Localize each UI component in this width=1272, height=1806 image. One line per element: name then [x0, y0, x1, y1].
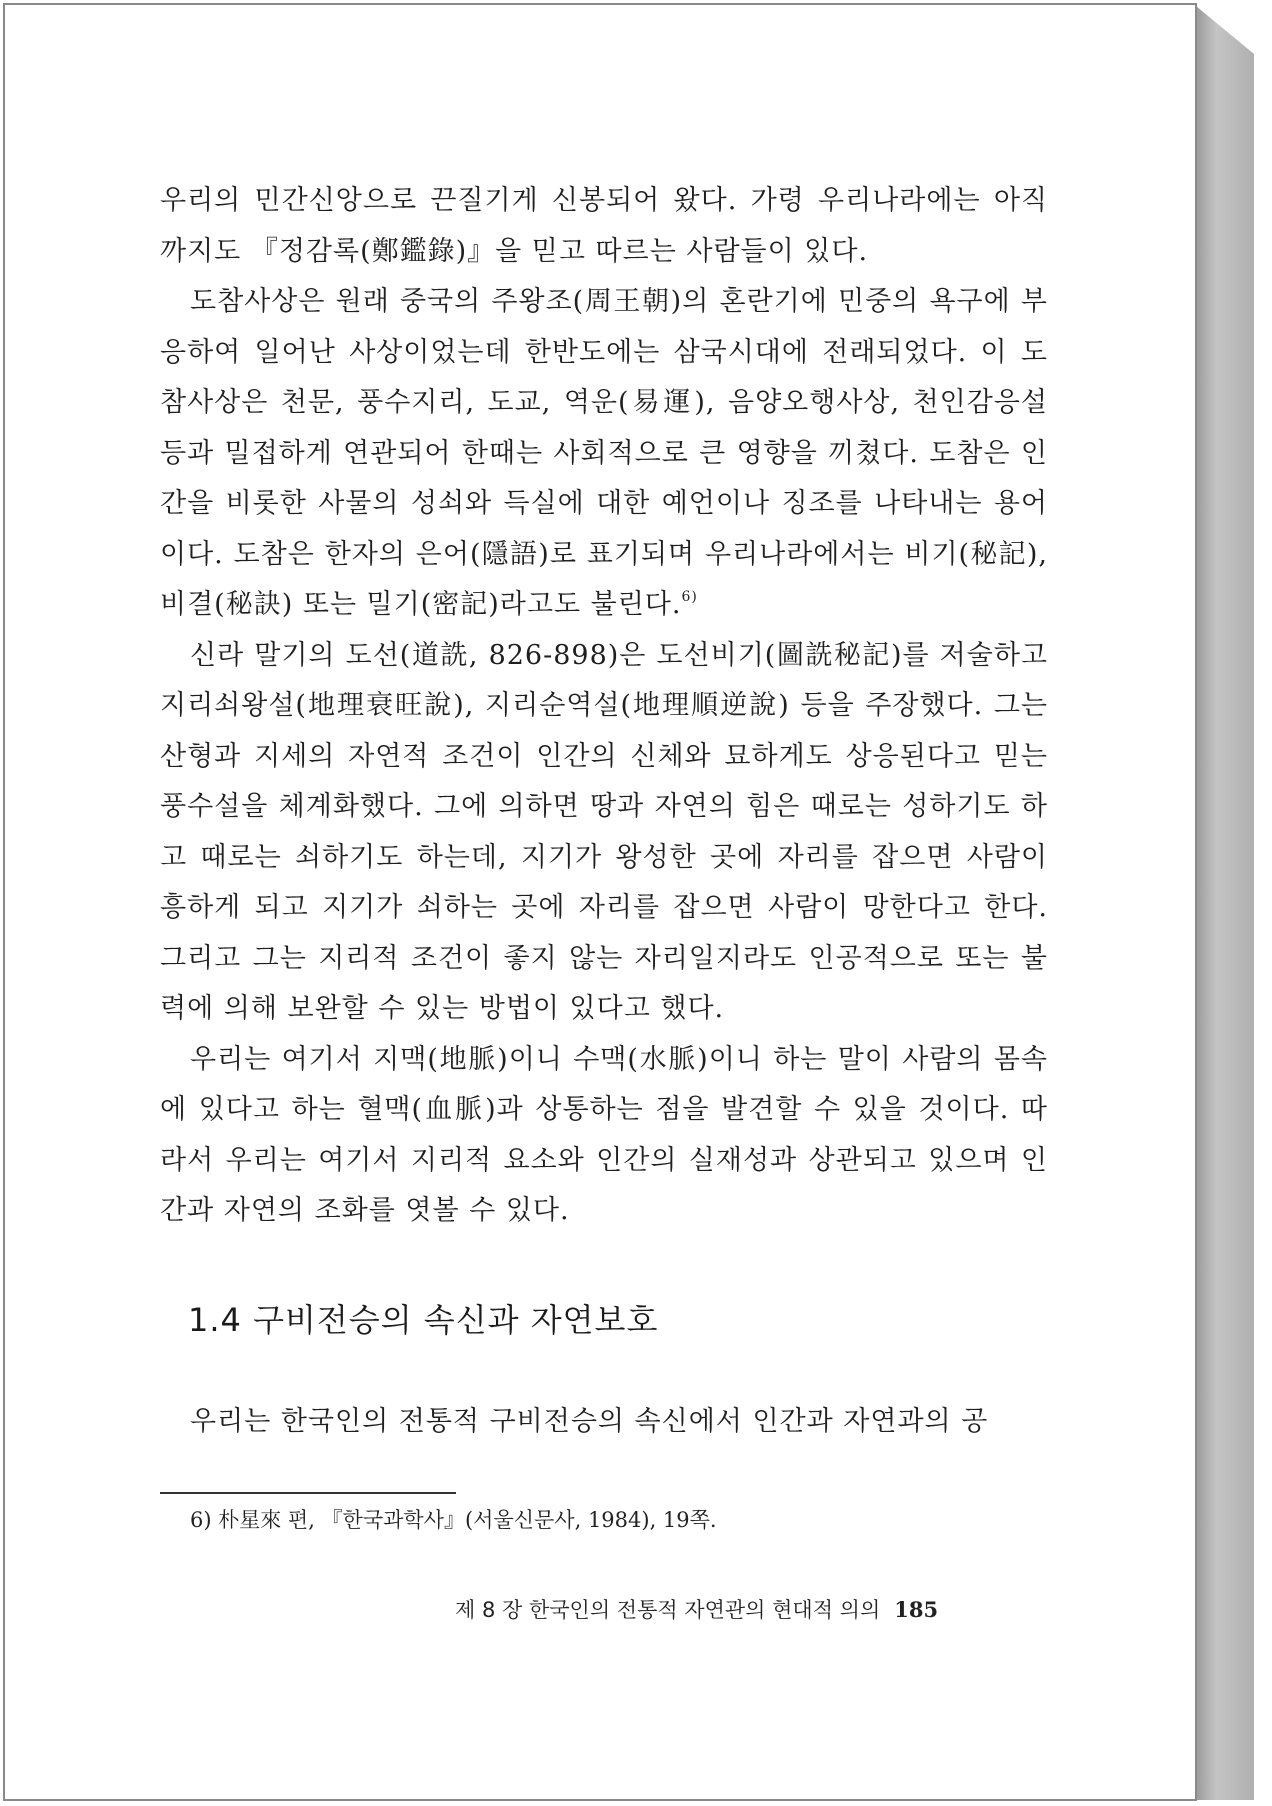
footnote-reference[interactable]: 6) — [681, 589, 698, 605]
section-heading: 1.4 구비전승의 속신과 자연보호 — [188, 1301, 659, 1339]
paragraph-4: 우리는 여기서 지맥(地脈)이니 수맥(水脈)이니 하는 말이 사람의 몸속에 있다고 하는 혈맥(血脈)과 상통하는 점을 발견할 수 있을 것이다. 따라서 우리는 여기서 지리적 요소와 인간의 실재성과 상관되고 있으며 인간과 자연의 조화를 엿볼 수 있다. — [160, 1043, 1048, 1226]
book-page — [3, 3, 1197, 1801]
page-edge — [1196, 6, 1254, 1800]
paragraph-1: 우리의 민간신앙으로 끈질기게 신봉되어 왔다. 가령 우리나라에는 아직까지도 『정감록(鄭鑑錄)』을 믿고 따르는 사람들이 있다. — [160, 185, 1048, 267]
paragraph-2-text: 도참사상은 원래 중국의 주왕조(周王朝)의 혼란기에 민중의 욕구에 부응하여 일어난 사상이었는데 한반도에는 삼국시대에 전래되었다. 이 도참사상은 천문, 풍수지리, 도교, 역운(易運), 음양오행사상, 천인감응설 등과 밀접하게 연관되어 한때는 사회적으로 큰 영향을 끼쳤다. 도참은 인간을 비롯한 사물의 성쇠와 득실에 대한 예언이나 징조를 나타내는 용어이다. 도참은 한자의 은어(隱語)로 표기되며 우리나라에서는 비기(秘記), 비결(秘訣) 또는 밀기(密記)라고도 불린다. — [160, 286, 1048, 620]
footnote: 6) 朴星來 편, 『한국과학사』(서울신문사, 1984), 19쪽. — [190, 1508, 717, 1532]
paragraph-2 — [160, 277, 1048, 631]
paragraph-3: 신라 말기의 도선(道詵, 826-898)은 도선비기(圖詵秘記)를 저술하고 지리쇠왕설(地理衰旺說), 지리순역설(地理順逆說) 등을 주장했다. 그는 산형과 지세의 자연적 조건이 인간의 신체와 묘하게도 상응된다고 믿는 풍수설을 체계화했다. 그에 의하면 땅과 자연의 힘은 때로는 성하기도 하고 때로는 쇠하기도 하는데, 지기가 왕성한 곳에 자리를 잡으면 사람이 흥하게 되고 지기가 쇠하는 곳에 자리를 잡으면 사람이 망한다고 한다. 그리고 그는 지리적 조건이 좋지 않는 자리일지라도 인공적으로 또는 불력에 의해 보완할 수 있는 방법이 있다고 했다. — [160, 639, 1048, 1024]
footnote-divider — [160, 1492, 456, 1494]
running-footer — [455, 1594, 938, 1624]
chapter-title: 제 8 장 한국인의 전통적 자연관의 현대적 의의 — [455, 1598, 881, 1622]
page-number: 185 — [894, 1597, 939, 1622]
section-first-line: 우리는 한국인의 전통적 구비전승의 속신에서 인간과 자연과의 공 — [190, 1406, 989, 1437]
body-text — [160, 176, 1048, 1237]
